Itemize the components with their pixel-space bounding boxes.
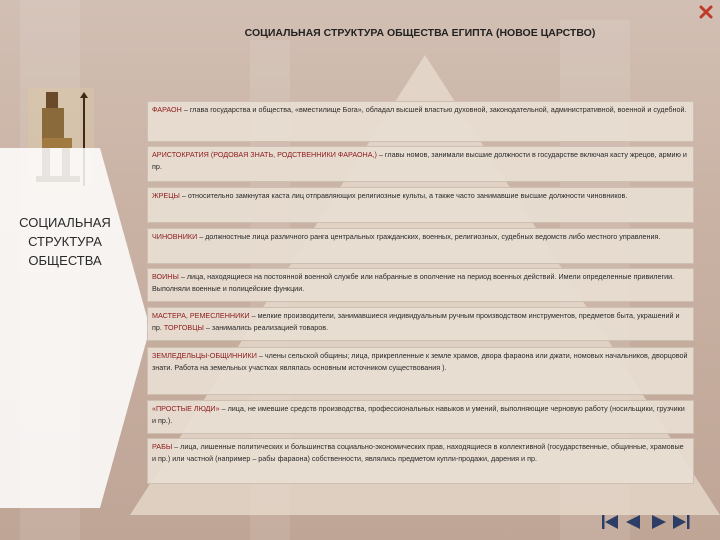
list-item: ФАРАОН – глава государства и общества, «вместилище Бога», обладал высшей властью духовной, законодательной, административной, военной и судебной. <box>147 101 694 142</box>
next-slide-icon[interactable] <box>652 515 666 529</box>
side-label: СОЦИАЛЬНАЯ СТРУКТУРА ОБЩЕСТВА <box>19 215 111 268</box>
list-item: АРИСТОКРАТИЯ (РОДОВАЯ ЗНАТЬ, РОДСТВЕННИКИ ФАРАОНА,) – главы номов, занимали высшие должности в государстве включая касту жрецов, армию и пр. <box>147 146 694 182</box>
first-slide-icon[interactable] <box>602 515 618 529</box>
list-item: ЖРЕЦЫ – относительно замкнутая каста лиц отправляющих религиозные культы, а также часто занимавшие высшие должности чиновников. <box>147 187 694 223</box>
list-item: МАСТЕРА, РЕМЕСЛЕННИКИ – мелкие производители, занимавшиеся индивидуальным ручным производством инструментов, предметов быта, украшений и пр. ТОРГОВЦЫ – занимались реализацией товаров. <box>147 307 694 341</box>
list-item: ЗЕМЛЕДЕЛЬЦЫ-ОБЩИННИКИ – члены сельской общины; лица, прикрепленные к земле храмов, двора фараона или джати, номовых начальников, дворцовой знати. Работа на земельных участках являлась основным источником существования ). <box>147 347 694 395</box>
close-icon[interactable] <box>698 4 714 20</box>
list-item: ЧИНОВНИКИ – должностные лица различного ранга центральных гражданских, военных, религиозных, судебных ведомств либо местного управления. <box>147 228 694 264</box>
slide-navigation <box>600 513 692 531</box>
list-item: РАБЫ – лица, лишенные политических и большинства социально-экономических прав, находящиеся в коллективной (государственные, общинные, храмовые и пр.) или частной (например – рабы фараона) собственности, являлись предметом купли-продажи, дарения и пр. <box>147 438 694 484</box>
list-item: «ПРОСТЫЕ ЛЮДИ» – лица, не имевшие средств производства, профессиональных навыков и умений, выполняющие черновую работу (носильщики, грузчики и пр.). <box>147 400 694 434</box>
page-title: СОЦИАЛЬНАЯ СТРУКТУРА ОБЩЕСТВА ЕГИПТА (НОВОЕ ЦАРСТВО) <box>244 27 596 39</box>
last-slide-icon[interactable] <box>673 515 690 529</box>
hierarchy-arrow <box>0 148 150 508</box>
list-item: ВОИНЫ – лица, находящиеся на постоянной военной службе или набранные в ополчение на период военных действий. Имели определенные привилегии. Выполняли военные и полицейские функции. <box>147 268 694 302</box>
prev-slide-icon[interactable] <box>626 515 640 529</box>
